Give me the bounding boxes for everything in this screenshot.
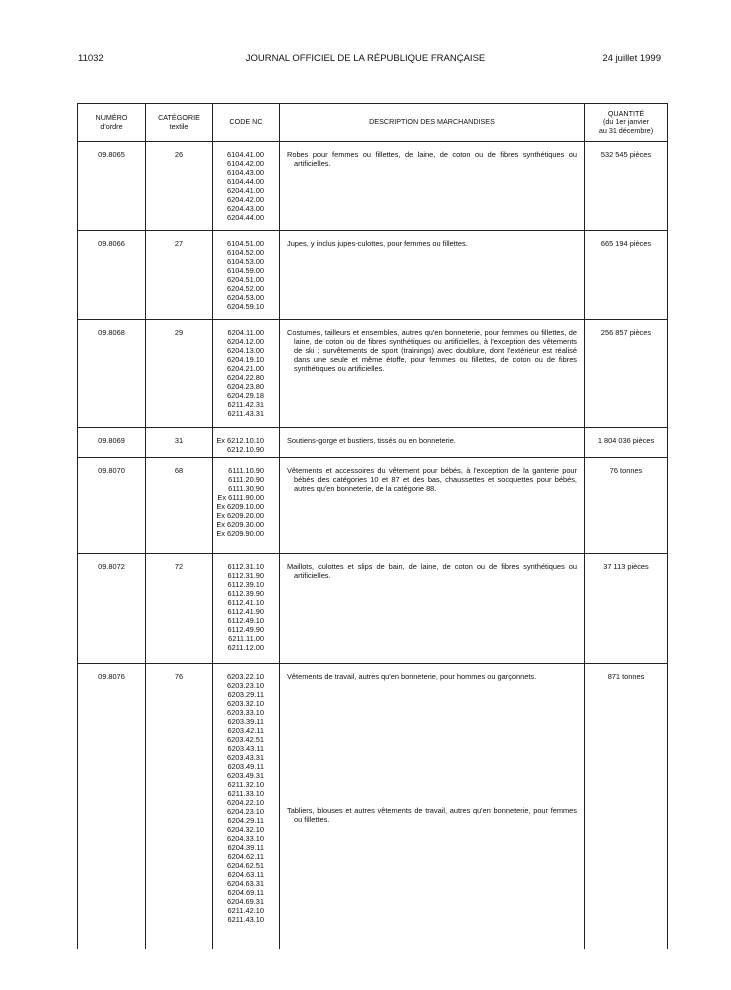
- nc-code: Ex 6209.10.00: [216, 502, 264, 511]
- nc-code: 6104.44.00: [227, 177, 264, 186]
- nc-code: 6204.32.10: [227, 825, 264, 834]
- cell-categorie: 76: [146, 664, 213, 949]
- journal-title: JOURNAL OFFICIEL DE LA RÉPUBLIQUE FRANÇAISE: [245, 53, 486, 64]
- nc-code: 6204.23.10: [227, 807, 264, 816]
- nc-code: 6104.59.00: [227, 266, 264, 275]
- nc-code: 6204.51.00: [227, 275, 264, 284]
- nc-code: 6204.12.00: [227, 337, 264, 346]
- col-header-numero: NUMÉRO d'ordre: [78, 104, 146, 142]
- table-row: [78, 428, 668, 458]
- nc-code: 6204.44.00: [227, 213, 264, 222]
- col-header-quantite: QUANTITÉ (du 1er janvier au 31 décembre): [585, 104, 668, 142]
- cell-description: [280, 142, 585, 231]
- col-header-code: CODE NC: [213, 104, 280, 142]
- nc-code: 6204.29.18: [227, 391, 264, 400]
- table-row: [78, 142, 668, 231]
- nc-code: 6204.13.00: [227, 346, 264, 355]
- nc-code: Ex 6209.30.00: [216, 520, 264, 529]
- nc-code: 6211.12.00: [227, 643, 264, 652]
- description-text: Vêtements et accessoires du vêtement pour bébés, à l'exception de la ganterie pour bébés des catégories 10 et 87 et des bas, chaussettes et socquettes pour bébés, autres qu'en bonneterie, de la catégorie 88.: [287, 466, 577, 493]
- col-header-description: DESCRIPTION DES MARCHANDISES: [280, 104, 585, 142]
- nc-code: 6204.62.11: [227, 852, 264, 861]
- publication-date: 24 juillet 1999: [602, 53, 661, 64]
- nc-code: 6112.49.90: [227, 625, 264, 634]
- nc-code: 6203.49.31: [227, 771, 264, 780]
- cell-quantite: 665 194 pièces: [585, 231, 668, 320]
- nc-code: 6112.41.90: [227, 607, 264, 616]
- table-row: [78, 231, 668, 320]
- cell-numero: 09.8065: [78, 142, 146, 231]
- nc-code: 6204.39.11: [227, 843, 264, 852]
- nc-code: 6204.52.00: [227, 284, 264, 293]
- nc-code: 6204.29.11: [227, 816, 264, 825]
- nc-code: 6112.39.90: [227, 589, 264, 598]
- cell-categorie: 29: [146, 320, 213, 428]
- cell-categorie: 31: [146, 428, 213, 458]
- table-row: [78, 664, 668, 949]
- nc-code: 6204.11.00: [227, 328, 264, 337]
- nc-code: 6112.39.10: [227, 580, 264, 589]
- cell-codes: [213, 320, 280, 428]
- description-text: Vêtements de travail, autres qu'en bonneterie, pour hommes ou garçonnets.: [287, 672, 537, 681]
- description-text: Jupes, y inclus jupes-culottes, pour femmes ou fillettes.: [287, 239, 468, 248]
- nc-code: 6112.31.90: [227, 571, 264, 580]
- nc-code: 6203.33.10: [227, 708, 264, 717]
- nc-code: 6212.10.90: [227, 445, 264, 454]
- nc-code: 6203.42.51: [227, 735, 264, 744]
- nc-code: 6204.42.00: [227, 195, 264, 204]
- cell-description: [280, 458, 585, 554]
- nc-code: 6111.20.90: [228, 475, 264, 484]
- nc-code: 6211.43.31: [227, 409, 264, 418]
- nc-code: 6204.59.10: [227, 302, 264, 311]
- nc-code: 6204.69.11: [227, 888, 264, 897]
- cell-codes: [213, 231, 280, 320]
- nc-code: 6203.29.11: [227, 690, 264, 699]
- cell-quantite: 1 804 036 pièces: [585, 428, 668, 458]
- cell-numero: 09.8070: [78, 458, 146, 554]
- cell-codes: [213, 428, 280, 458]
- nc-code: 6204.19.10: [227, 355, 264, 364]
- cell-quantite: 76 tonnes: [585, 458, 668, 554]
- nc-code: 6104.53.00: [227, 257, 264, 266]
- nc-code: 6203.43.11: [227, 744, 264, 753]
- nc-code: 6203.32.10: [227, 699, 264, 708]
- page-number: 11032: [78, 53, 104, 64]
- cell-quantite: 532 545 pièces: [585, 142, 668, 231]
- nc-code: Ex 6209.20.00: [216, 511, 264, 520]
- nc-code: 6104.51.00: [227, 239, 264, 248]
- nc-code: 6204.23.80: [227, 382, 264, 391]
- description-text: Soutiens-gorge et bustiers, tissés ou en bonneterie.: [287, 436, 456, 445]
- nc-code: Ex 6209.90.00: [216, 529, 264, 538]
- nc-code: 6211.42.10: [227, 906, 264, 915]
- nc-code: 6211.43.10: [227, 915, 264, 924]
- nc-code: 6104.52.00: [227, 248, 264, 257]
- cell-numero: 09.8066: [78, 231, 146, 320]
- nc-code: 6104.42.00: [227, 159, 264, 168]
- nc-code: 6112.49.10: [227, 616, 264, 625]
- nc-code: 6203.49.11: [227, 762, 264, 771]
- nc-code: 6104.41.00: [227, 150, 264, 159]
- col-header-categorie: CATÉGORIE textile: [146, 104, 213, 142]
- description-text: Maillots, culottes et slips de bain, de laine, de coton ou de fibres synthétiques ou artificielles.: [287, 562, 577, 580]
- cell-categorie: 27: [146, 231, 213, 320]
- table-header-row: [78, 104, 668, 142]
- description-text: Tabliers, blouses et autres vêtements de travail, autres qu'en bonneterie, pour femmes ou fillettes.: [287, 806, 577, 824]
- cell-numero: 09.8068: [78, 320, 146, 428]
- nc-code: 6204.22.80: [227, 373, 264, 382]
- nc-code: 6111.30.90: [228, 484, 264, 493]
- cell-description: [280, 428, 585, 458]
- nc-code: 6211.42.31: [227, 400, 264, 409]
- nc-code: 6112.31.10: [227, 562, 264, 571]
- nc-code: 6111.10.90: [228, 466, 264, 475]
- table-row: [78, 320, 668, 428]
- cell-description: [280, 664, 585, 949]
- cell-description: [280, 320, 585, 428]
- table-row: [78, 458, 668, 554]
- nc-code: 6211.32.10: [227, 780, 264, 789]
- goods-quota-table: [77, 103, 668, 949]
- table-row: [78, 554, 668, 664]
- nc-code: 6203.23.10: [227, 681, 264, 690]
- nc-code: 6204.22.10: [227, 798, 264, 807]
- nc-code: 6203.39.11: [227, 717, 264, 726]
- nc-code: 6204.43.00: [227, 204, 264, 213]
- cell-description: [280, 231, 585, 320]
- description-text: Costumes, tailleurs et ensembles, autres qu'en bonneterie, pour femmes ou fillettes, de laine, de coton ou de fibres synthétiques ou artificielles, à l'exception des vêtements de ski ; survêtements de sport (trainings) avec doublure, dont l'extérieur est réalisé dans une seule et même étoffe, pour femmes ou fillettes, de coton ou de fibres synthétiques ou artificielles.: [287, 328, 577, 373]
- cell-codes: [213, 664, 280, 949]
- nc-code: 6211.11.00: [228, 634, 264, 643]
- nc-code: 6203.43.31: [227, 753, 264, 762]
- nc-code: 6112.41.10: [227, 598, 264, 607]
- cell-categorie: 72: [146, 554, 213, 664]
- nc-code: 6203.42.11: [227, 726, 264, 735]
- cell-description: [280, 554, 585, 664]
- nc-code: 6204.62.51: [227, 861, 264, 870]
- cell-quantite: 37 113 pièces: [585, 554, 668, 664]
- cell-codes: [213, 554, 280, 664]
- cell-quantite: 871 tonnes: [585, 664, 668, 949]
- nc-code: 6211.33.10: [227, 789, 264, 798]
- nc-code: Ex 6111.90.00: [217, 493, 264, 502]
- cell-quantite: 256 857 pièces: [585, 320, 668, 428]
- nc-code: 6203.22.10: [227, 672, 264, 681]
- cell-codes: [213, 142, 280, 231]
- cell-numero: 09.8069: [78, 428, 146, 458]
- nc-code: 6204.33.10: [227, 834, 264, 843]
- nc-code: 6204.53.00: [227, 293, 264, 302]
- cell-numero: 09.8072: [78, 554, 146, 664]
- cell-codes: [213, 458, 280, 554]
- nc-code: 6204.63.31: [227, 879, 264, 888]
- nc-code: 6204.21.00: [227, 364, 264, 373]
- cell-numero: 09.8076: [78, 664, 146, 949]
- description-text: Robes pour femmes ou fillettes, de laine, de coton ou de fibres synthétiques ou artificielles.: [287, 150, 577, 168]
- nc-code: 6204.69.31: [227, 897, 264, 906]
- nc-code: 6204.41.00: [227, 186, 264, 195]
- nc-code: Ex 6212.10.10: [216, 436, 264, 445]
- cell-categorie: 26: [146, 142, 213, 231]
- nc-code: 6204.63.11: [227, 870, 264, 879]
- nc-code: 6104.43.00: [227, 168, 264, 177]
- cell-categorie: 68: [146, 458, 213, 554]
